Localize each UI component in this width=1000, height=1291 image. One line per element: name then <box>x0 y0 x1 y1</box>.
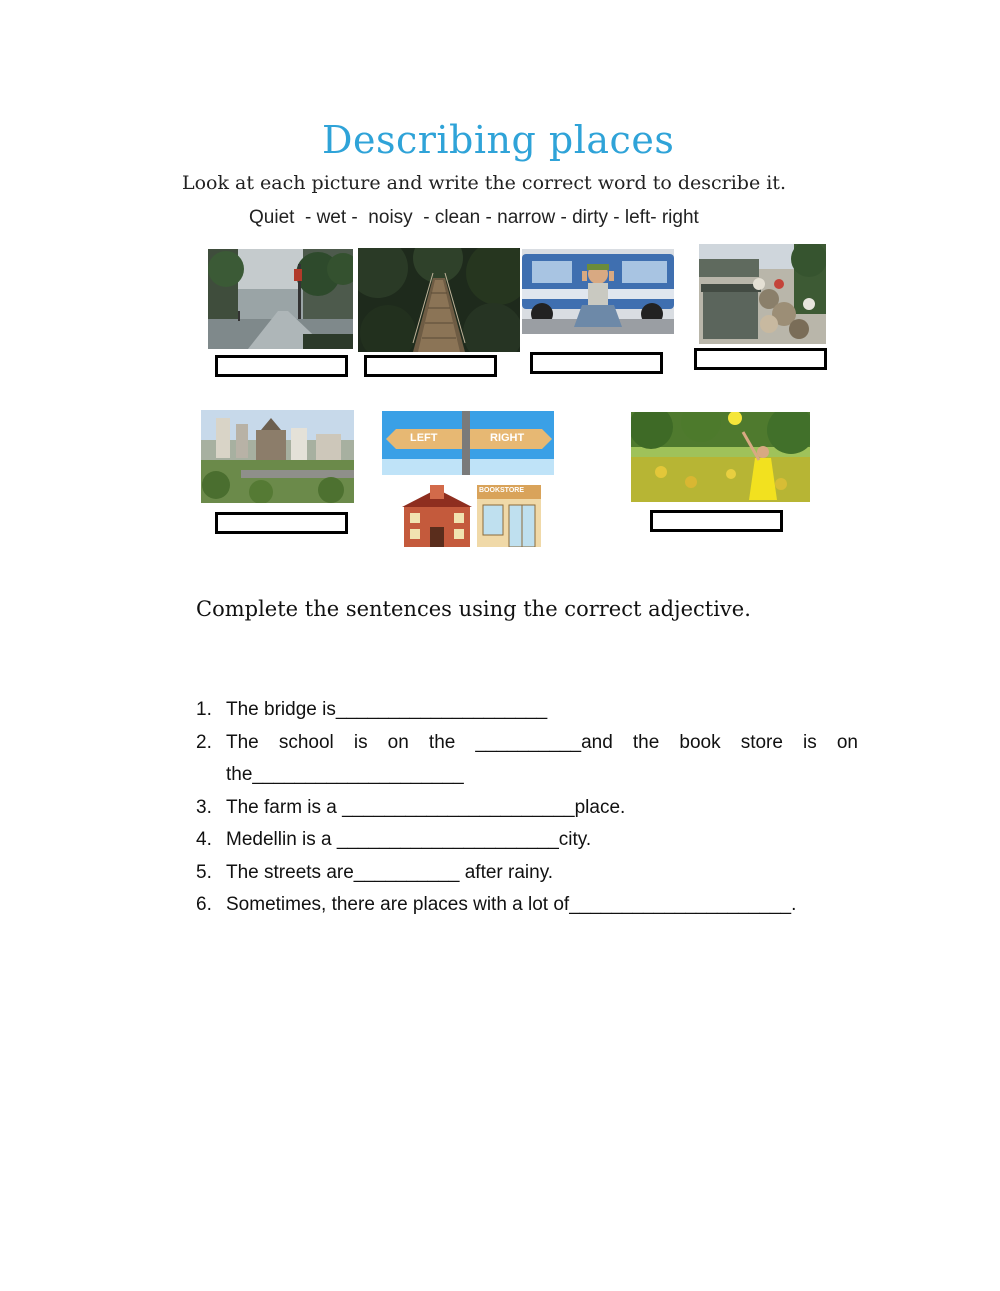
bookstore-sign-label: BOOKSTORE <box>479 487 524 494</box>
sentence-text-line1: The school is on the __________and the book store is on <box>226 731 858 753</box>
dirty-garbage-picture <box>699 244 826 344</box>
clean-city-picture <box>201 410 354 503</box>
sentence-text: The bridge is____________________ <box>226 699 548 720</box>
quiet-farm-picture <box>631 412 810 502</box>
worksheet-title: Describing places <box>322 118 675 162</box>
sentence-number: 5. <box>196 861 212 883</box>
sentence-text: Sometimes, there are places with a lot of_____________________. <box>226 894 797 915</box>
sentence-list <box>196 694 858 922</box>
narrow-bridge-picture <box>358 248 520 352</box>
left-right-signpost-picture <box>382 411 554 475</box>
school-building-picture <box>402 485 472 547</box>
exercise-instructions: Complete the sentences using the correct adjective. <box>196 597 751 621</box>
sentence-number: 4. <box>196 829 212 850</box>
left-sign-label: LEFT <box>410 432 438 444</box>
worksheet-subtitle: Look at each picture and write the correct word to describe it. <box>182 172 786 194</box>
sentence-number: 3. <box>196 796 212 818</box>
sentence-5 <box>196 857 858 890</box>
sentence-number: 2. <box>196 731 212 753</box>
sentence-number: 6. <box>196 894 212 915</box>
bookstore-building-picture <box>477 485 541 547</box>
word-bank: Quiet - wet - noisy - clean - narrow - dirty - left- right <box>249 207 699 228</box>
sentence-text: The streets are__________ after rainy. <box>226 861 554 883</box>
sentence-text: Medellin is a _____________________city. <box>226 829 592 850</box>
answer-box-6[interactable] <box>650 510 783 532</box>
sentence-3 <box>196 792 858 825</box>
sentence-1 <box>196 694 858 727</box>
sentence-text-line2: the____________________ <box>226 764 464 785</box>
sentence-text: The farm is a ______________________place. <box>226 796 626 818</box>
wet-street-picture <box>208 249 353 349</box>
answer-box-2[interactable] <box>364 355 497 377</box>
answer-box-3[interactable] <box>530 352 663 374</box>
sentence-number: 1. <box>196 699 212 720</box>
answer-box-4[interactable] <box>694 348 827 370</box>
sentence-4 <box>196 824 858 857</box>
answer-box-5[interactable] <box>215 512 348 534</box>
noisy-traffic-picture <box>522 249 674 334</box>
right-sign-label: RIGHT <box>490 432 525 444</box>
sentence-2 <box>196 727 858 792</box>
answer-box-1[interactable] <box>215 355 348 377</box>
sentence-6 <box>196 889 858 922</box>
